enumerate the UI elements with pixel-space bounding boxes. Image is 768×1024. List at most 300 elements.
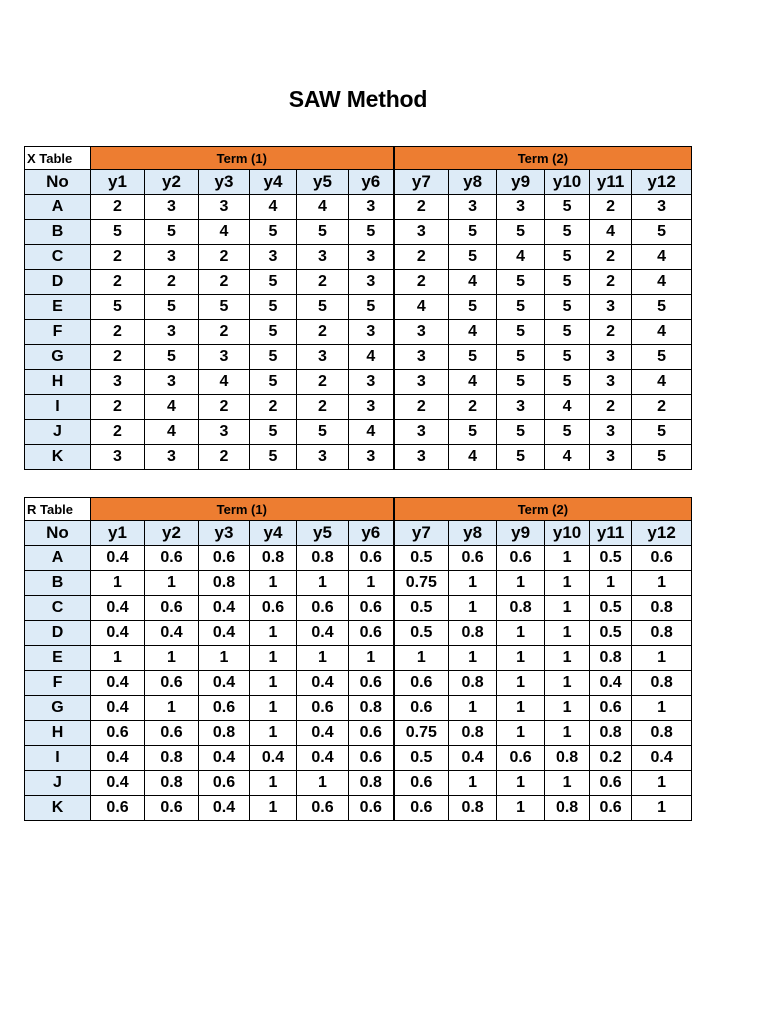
- value-cell: 0.75: [394, 721, 449, 746]
- group-header-row: [25, 498, 692, 521]
- row-key-cell: C: [25, 245, 91, 270]
- value-cell: 0.6: [349, 746, 394, 771]
- value-cell: 0.4: [199, 596, 250, 621]
- value-cell: 0.8: [199, 571, 250, 596]
- value-cell: 5: [632, 420, 692, 445]
- value-cell: 1: [545, 696, 590, 721]
- value-cell: 5: [497, 270, 545, 295]
- table-row: [25, 621, 692, 646]
- value-cell: 5: [449, 345, 497, 370]
- table-row: [25, 696, 692, 721]
- value-cell: 0.5: [590, 621, 632, 646]
- value-cell: 1: [449, 571, 497, 596]
- value-cell: 2: [297, 270, 349, 295]
- value-cell: 1: [250, 621, 297, 646]
- column-header: y11: [590, 170, 632, 195]
- value-cell: 3: [394, 220, 449, 245]
- value-cell: 5: [545, 195, 590, 220]
- table-row: [25, 320, 692, 345]
- value-cell: 1: [632, 796, 692, 821]
- value-cell: 0.6: [349, 721, 394, 746]
- value-cell: 4: [199, 220, 250, 245]
- value-cell: 0.6: [394, 671, 449, 696]
- column-header: y10: [545, 170, 590, 195]
- value-cell: 1: [145, 571, 199, 596]
- value-cell: 5: [250, 345, 297, 370]
- value-cell: 3: [394, 345, 449, 370]
- table-row: [25, 370, 692, 395]
- value-cell: 3: [349, 370, 394, 395]
- value-cell: 1: [497, 796, 545, 821]
- column-header: y2: [145, 170, 199, 195]
- value-cell: 1: [497, 721, 545, 746]
- value-cell: 2: [199, 445, 250, 470]
- term-group-header: Term (2): [394, 498, 692, 521]
- value-cell: 5: [145, 295, 199, 320]
- value-cell: 0.4: [199, 621, 250, 646]
- value-cell: 5: [632, 445, 692, 470]
- value-cell: 2: [91, 320, 145, 345]
- value-cell: 1: [250, 771, 297, 796]
- value-cell: 0.4: [297, 721, 349, 746]
- value-cell: 3: [199, 195, 250, 220]
- value-cell: 2: [394, 245, 449, 270]
- value-cell: 1: [199, 646, 250, 671]
- value-cell: 0.6: [145, 546, 199, 571]
- value-cell: 2: [297, 320, 349, 345]
- value-cell: 0.4: [199, 796, 250, 821]
- value-cell: 4: [497, 245, 545, 270]
- value-cell: 0.6: [349, 671, 394, 696]
- value-cell: 3: [394, 445, 449, 470]
- value-cell: 1: [250, 671, 297, 696]
- group-header-row: [25, 147, 692, 170]
- value-cell: 0.8: [349, 696, 394, 721]
- value-cell: 1: [545, 646, 590, 671]
- value-cell: 1: [394, 646, 449, 671]
- value-cell: 0.8: [449, 796, 497, 821]
- column-header: y1: [91, 521, 145, 546]
- value-cell: 0.6: [590, 771, 632, 796]
- value-cell: 5: [349, 220, 394, 245]
- value-cell: 1: [545, 671, 590, 696]
- table-row: [25, 420, 692, 445]
- value-cell: 0.8: [449, 721, 497, 746]
- value-cell: 5: [545, 270, 590, 295]
- value-cell: 3: [297, 245, 349, 270]
- value-cell: 0.8: [297, 546, 349, 571]
- value-cell: 5: [449, 420, 497, 445]
- row-key-cell: G: [25, 696, 91, 721]
- value-cell: 0.4: [590, 671, 632, 696]
- value-cell: 0.8: [545, 746, 590, 771]
- value-cell: 4: [545, 395, 590, 420]
- value-cell: 3: [145, 245, 199, 270]
- value-cell: 0.6: [449, 546, 497, 571]
- value-cell: 4: [632, 245, 692, 270]
- value-cell: 0.8: [632, 671, 692, 696]
- value-cell: 2: [91, 245, 145, 270]
- value-cell: 3: [250, 245, 297, 270]
- value-cell: 1: [349, 571, 394, 596]
- value-cell: 5: [632, 295, 692, 320]
- value-cell: 0.4: [91, 671, 145, 696]
- value-cell: 3: [349, 445, 394, 470]
- value-cell: 1: [545, 596, 590, 621]
- value-cell: 3: [632, 195, 692, 220]
- value-cell: 2: [590, 245, 632, 270]
- value-cell: 5: [297, 295, 349, 320]
- column-header: y9: [497, 170, 545, 195]
- value-cell: 3: [199, 345, 250, 370]
- value-cell: 2: [590, 270, 632, 295]
- value-cell: 1: [297, 771, 349, 796]
- column-header-row: [25, 170, 692, 195]
- value-cell: 2: [199, 245, 250, 270]
- value-cell: 0.8: [199, 721, 250, 746]
- value-cell: 0.2: [590, 746, 632, 771]
- column-header: y6: [349, 521, 394, 546]
- value-cell: 1: [297, 646, 349, 671]
- value-cell: 5: [250, 220, 297, 245]
- value-cell: 0.4: [297, 746, 349, 771]
- value-cell: 3: [145, 195, 199, 220]
- row-header-label: No: [25, 521, 91, 546]
- value-cell: 0.6: [199, 771, 250, 796]
- value-cell: 0.8: [449, 671, 497, 696]
- row-key-cell: K: [25, 445, 91, 470]
- value-cell: 1: [250, 721, 297, 746]
- row-key-cell: B: [25, 220, 91, 245]
- value-cell: 5: [349, 295, 394, 320]
- value-cell: 5: [497, 370, 545, 395]
- row-key-cell: E: [25, 295, 91, 320]
- table-row: [25, 220, 692, 245]
- value-cell: 1: [632, 771, 692, 796]
- value-cell: 5: [250, 270, 297, 295]
- value-cell: 0.6: [349, 596, 394, 621]
- value-cell: 3: [497, 195, 545, 220]
- value-cell: 2: [297, 395, 349, 420]
- value-cell: 2: [145, 270, 199, 295]
- value-cell: 0.4: [91, 746, 145, 771]
- value-cell: 0.5: [394, 746, 449, 771]
- value-cell: 0.4: [297, 621, 349, 646]
- table-row: [25, 295, 692, 320]
- value-cell: 5: [497, 420, 545, 445]
- value-cell: 2: [199, 270, 250, 295]
- value-cell: 4: [545, 445, 590, 470]
- value-cell: 3: [145, 320, 199, 345]
- column-header: y12: [632, 170, 692, 195]
- value-cell: 0.8: [545, 796, 590, 821]
- column-header: y4: [250, 521, 297, 546]
- row-key-cell: H: [25, 721, 91, 746]
- value-cell: 1: [497, 571, 545, 596]
- value-cell: 4: [349, 345, 394, 370]
- term-group-header: Term (1): [91, 498, 394, 521]
- value-cell: 3: [145, 370, 199, 395]
- row-key-cell: D: [25, 270, 91, 295]
- value-cell: 4: [632, 370, 692, 395]
- value-cell: 4: [449, 370, 497, 395]
- value-cell: 1: [545, 721, 590, 746]
- value-cell: 3: [91, 445, 145, 470]
- value-cell: 1: [545, 546, 590, 571]
- column-header: y5: [297, 521, 349, 546]
- table-row: [25, 571, 692, 596]
- value-cell: 1: [497, 696, 545, 721]
- column-header: y11: [590, 521, 632, 546]
- value-cell: 2: [199, 395, 250, 420]
- value-cell: 5: [545, 245, 590, 270]
- value-cell: 1: [91, 646, 145, 671]
- value-cell: 4: [449, 445, 497, 470]
- value-cell: 2: [91, 395, 145, 420]
- value-cell: 1: [297, 571, 349, 596]
- value-cell: 2: [91, 345, 145, 370]
- value-cell: 0.8: [497, 596, 545, 621]
- value-cell: 0.6: [145, 596, 199, 621]
- column-header: y7: [394, 170, 449, 195]
- value-cell: 1: [250, 571, 297, 596]
- column-header: y6: [349, 170, 394, 195]
- value-cell: 2: [297, 370, 349, 395]
- value-cell: 0.6: [349, 796, 394, 821]
- value-cell: 5: [449, 220, 497, 245]
- row-key-cell: A: [25, 546, 91, 571]
- column-header: y1: [91, 170, 145, 195]
- x-table: [24, 146, 692, 470]
- value-cell: 0.5: [590, 546, 632, 571]
- value-cell: 4: [297, 195, 349, 220]
- value-cell: 0.6: [250, 596, 297, 621]
- table-corner-label: X Table: [25, 147, 91, 170]
- value-cell: 1: [145, 696, 199, 721]
- value-cell: 5: [250, 320, 297, 345]
- value-cell: 3: [394, 370, 449, 395]
- value-cell: 4: [632, 320, 692, 345]
- value-cell: 5: [497, 295, 545, 320]
- table-row: [25, 646, 692, 671]
- value-cell: 5: [545, 295, 590, 320]
- value-cell: 1: [497, 771, 545, 796]
- value-cell: 4: [632, 270, 692, 295]
- row-key-cell: B: [25, 571, 91, 596]
- value-cell: 0.4: [91, 621, 145, 646]
- value-cell: 0.6: [145, 721, 199, 746]
- value-cell: 0.8: [250, 546, 297, 571]
- value-cell: 5: [545, 320, 590, 345]
- value-cell: 5: [545, 345, 590, 370]
- value-cell: 1: [632, 696, 692, 721]
- table-row: [25, 671, 692, 696]
- table-corner-label: R Table: [25, 498, 91, 521]
- table-row: [25, 796, 692, 821]
- column-header: y12: [632, 521, 692, 546]
- value-cell: 3: [590, 420, 632, 445]
- value-cell: 3: [590, 345, 632, 370]
- value-cell: 0.4: [250, 746, 297, 771]
- value-cell: 3: [349, 245, 394, 270]
- value-cell: 5: [250, 370, 297, 395]
- value-cell: 2: [449, 395, 497, 420]
- value-cell: 5: [545, 420, 590, 445]
- term-group-header: Term (1): [91, 147, 394, 170]
- value-cell: 2: [590, 195, 632, 220]
- value-cell: 1: [545, 771, 590, 796]
- value-cell: 2: [91, 270, 145, 295]
- value-cell: 0.4: [199, 671, 250, 696]
- row-key-cell: I: [25, 746, 91, 771]
- value-cell: 3: [590, 370, 632, 395]
- row-key-cell: C: [25, 596, 91, 621]
- value-cell: 4: [394, 295, 449, 320]
- row-key-cell: I: [25, 395, 91, 420]
- value-cell: 5: [497, 445, 545, 470]
- value-cell: 3: [394, 420, 449, 445]
- value-cell: 3: [590, 445, 632, 470]
- value-cell: 1: [590, 571, 632, 596]
- value-cell: 0.6: [199, 546, 250, 571]
- value-cell: 0.4: [297, 671, 349, 696]
- column-header: y5: [297, 170, 349, 195]
- value-cell: 4: [250, 195, 297, 220]
- value-cell: 0.6: [145, 796, 199, 821]
- value-cell: 5: [545, 370, 590, 395]
- row-key-cell: K: [25, 796, 91, 821]
- value-cell: 5: [497, 220, 545, 245]
- value-cell: 5: [91, 295, 145, 320]
- value-cell: 4: [349, 420, 394, 445]
- value-cell: 0.4: [449, 746, 497, 771]
- table-row: [25, 721, 692, 746]
- value-cell: 1: [545, 571, 590, 596]
- value-cell: 0.6: [394, 796, 449, 821]
- row-key-cell: J: [25, 420, 91, 445]
- value-cell: 2: [632, 395, 692, 420]
- value-cell: 1: [250, 696, 297, 721]
- value-cell: 1: [632, 571, 692, 596]
- value-cell: 0.6: [349, 621, 394, 646]
- value-cell: 5: [632, 345, 692, 370]
- value-cell: 2: [394, 270, 449, 295]
- value-cell: 5: [297, 420, 349, 445]
- value-cell: 4: [199, 370, 250, 395]
- value-cell: 4: [145, 395, 199, 420]
- value-cell: 3: [349, 320, 394, 345]
- column-header: y3: [199, 170, 250, 195]
- value-cell: 0.8: [632, 596, 692, 621]
- value-cell: 0.4: [91, 546, 145, 571]
- table-row: [25, 596, 692, 621]
- value-cell: 3: [590, 295, 632, 320]
- value-cell: 3: [91, 370, 145, 395]
- value-cell: 3: [349, 395, 394, 420]
- table-row: [25, 771, 692, 796]
- value-cell: 0.6: [497, 746, 545, 771]
- value-cell: 0.6: [632, 546, 692, 571]
- value-cell: 2: [199, 320, 250, 345]
- value-cell: 0.6: [145, 671, 199, 696]
- value-cell: 2: [590, 395, 632, 420]
- value-cell: 0.4: [199, 746, 250, 771]
- value-cell: 0.6: [297, 596, 349, 621]
- value-cell: 2: [590, 320, 632, 345]
- value-cell: 0.8: [632, 621, 692, 646]
- value-cell: 0.6: [590, 796, 632, 821]
- table-row: [25, 245, 692, 270]
- value-cell: 0.5: [590, 596, 632, 621]
- row-key-cell: F: [25, 671, 91, 696]
- value-cell: 0.4: [91, 696, 145, 721]
- value-cell: 2: [91, 195, 145, 220]
- value-cell: 0.8: [145, 771, 199, 796]
- value-cell: 0.6: [199, 696, 250, 721]
- value-cell: 0.5: [394, 621, 449, 646]
- value-cell: 5: [145, 345, 199, 370]
- value-cell: 0.6: [297, 696, 349, 721]
- column-header: y7: [394, 521, 449, 546]
- value-cell: 1: [449, 771, 497, 796]
- value-cell: 1: [250, 796, 297, 821]
- value-cell: 3: [297, 345, 349, 370]
- column-header: y8: [449, 521, 497, 546]
- value-cell: 5: [250, 295, 297, 320]
- value-cell: 0.5: [394, 596, 449, 621]
- value-cell: 5: [297, 220, 349, 245]
- value-cell: 4: [145, 420, 199, 445]
- value-cell: 5: [449, 245, 497, 270]
- value-cell: 2: [394, 195, 449, 220]
- table-row: [25, 270, 692, 295]
- column-header: y3: [199, 521, 250, 546]
- table-row: [25, 195, 692, 220]
- value-cell: 5: [250, 420, 297, 445]
- value-cell: 0.6: [394, 771, 449, 796]
- value-cell: 1: [497, 621, 545, 646]
- value-cell: 1: [497, 671, 545, 696]
- page-title: SAW Method: [288, 86, 428, 112]
- value-cell: 3: [199, 420, 250, 445]
- row-header-label: No: [25, 170, 91, 195]
- value-cell: 0.8: [632, 721, 692, 746]
- column-header: y9: [497, 521, 545, 546]
- table-row: [25, 445, 692, 470]
- value-cell: 3: [349, 270, 394, 295]
- value-cell: 1: [250, 646, 297, 671]
- column-header: y8: [449, 170, 497, 195]
- value-cell: 0.8: [590, 721, 632, 746]
- r-table: [24, 497, 692, 821]
- row-key-cell: G: [25, 345, 91, 370]
- value-cell: 0.6: [590, 696, 632, 721]
- value-cell: 0.6: [497, 546, 545, 571]
- value-cell: 3: [394, 320, 449, 345]
- value-cell: 1: [449, 596, 497, 621]
- value-cell: 2: [394, 395, 449, 420]
- value-cell: 0.4: [91, 596, 145, 621]
- row-key-cell: E: [25, 646, 91, 671]
- value-cell: 0.4: [632, 746, 692, 771]
- row-key-cell: D: [25, 621, 91, 646]
- value-cell: 3: [297, 445, 349, 470]
- value-cell: 1: [545, 621, 590, 646]
- value-cell: 0.5: [394, 546, 449, 571]
- value-cell: 0.4: [91, 771, 145, 796]
- value-cell: 0.75: [394, 571, 449, 596]
- value-cell: 5: [199, 295, 250, 320]
